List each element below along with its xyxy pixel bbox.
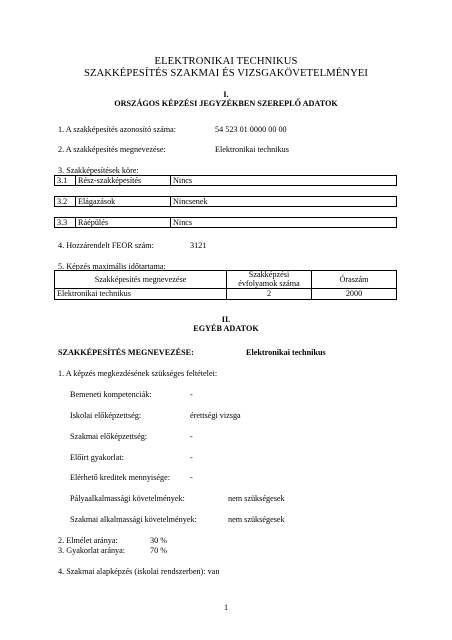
item1-label: 1. A szakképesítés azonosító száma: — [58, 125, 177, 134]
section1-numeral: I. — [223, 90, 229, 99]
item5-label: 5. Képzés maximális időtartama: — [58, 262, 166, 271]
section2-numeral: II. — [221, 315, 231, 324]
scope-label: Ráépülés — [76, 218, 171, 228]
condition-label: Iskolai előképzettség: — [70, 411, 142, 420]
theory-ratio-label: 2. Elmélet aránya: — [58, 536, 118, 545]
condition-value: - — [190, 432, 193, 441]
conditions-heading: 1. A képzés megkezdésének szükséges feltételei: — [58, 369, 218, 378]
item2-label: 2. A szakképesítés megnevezése: — [58, 145, 166, 154]
item4-value: 3121 — [190, 241, 207, 250]
scope-value: Nincsenek — [171, 197, 397, 207]
cell-years: 2 — [227, 289, 312, 299]
col-header-name: Szakképesítés megnevezése — [55, 271, 227, 289]
scope-num: 3.3 — [55, 218, 76, 228]
document-title-line1: ELEKTRONIKAI TECHNIKUS — [154, 56, 298, 67]
section1-heading: ORSZÁGOS KÉPZÉSI JEGYZÉKBEN SZEREPLŐ ADATOK — [114, 99, 338, 108]
col-header-hours: Óraszám — [312, 271, 397, 289]
cell-name: Elektronikai technikus — [55, 289, 227, 299]
scope-value: Nincs — [171, 218, 397, 228]
col-header-years-line1: Szakképzési — [248, 270, 290, 279]
col-header-years — [227, 271, 312, 289]
condition-label: Pályaalkalmassági követelmények: — [70, 494, 185, 503]
item2-value: Elektronikai technikus — [215, 145, 289, 154]
table-row — [55, 218, 397, 228]
item3-label: 3. Szakképesítések köre: — [58, 166, 139, 175]
practice-ratio-label: 3. Gyakorlat aránya: — [58, 546, 126, 555]
condition-label: Szakmai alkalmassági követelmények: — [70, 515, 197, 524]
qualification-name-label: SZAKKÉPESÍTÉS MEGNEVEZÉSE: — [58, 348, 194, 357]
qualification-name-value: Elektronikai technikus — [246, 348, 326, 357]
condition-value: - — [190, 453, 193, 462]
scope-label: Elágazások — [76, 197, 171, 207]
item1-value: 54 523 01 0000 00 00 — [215, 125, 287, 134]
table-header-row — [55, 271, 397, 289]
page-number: 1 — [223, 603, 229, 612]
item4-label: 4. Hozzárendelt FEOR szám: — [58, 241, 154, 250]
basic-training-line: 4. Szakmai alapképzés (iskolai rendszerben): van — [58, 567, 220, 576]
table-row — [55, 176, 397, 186]
duration-table — [54, 270, 397, 300]
cell-hours: 2000 — [312, 289, 397, 299]
condition-label: Előírt gyakorlat: — [70, 453, 124, 462]
condition-value: - — [190, 473, 193, 482]
section2-heading: EGYÉB ADATOK — [193, 324, 259, 333]
condition-value: nem szükségesek — [228, 494, 285, 503]
table-row — [55, 289, 397, 299]
condition-label: Szakmai előképzettség: — [70, 432, 148, 441]
scope-value: Nincs — [171, 176, 397, 186]
col-header-years-line2: évfolyamok száma — [238, 278, 300, 288]
condition-value: nem szükségesek — [228, 515, 285, 524]
scope-table-1 — [54, 175, 397, 186]
theory-ratio-value: 30 % — [150, 536, 168, 545]
condition-value: - — [190, 390, 193, 399]
practice-ratio-value: 70 % — [150, 546, 168, 555]
condition-label: Elérhető kreditek mennyisége: — [70, 473, 171, 482]
table-row — [55, 197, 397, 207]
document-title-line2: SZAKKÉPESÍTÉS SZAKMAI ÉS VIZSGAKÖVETELMÉNYEI — [83, 68, 369, 79]
condition-label: Bemeneti kompetenciák: — [70, 390, 152, 399]
scope-num: 3.2 — [55, 197, 76, 207]
scope-label: Rész-szakképesítés — [76, 176, 171, 186]
condition-value: érettségi vizsga — [190, 411, 241, 420]
scope-num: 3.1 — [55, 176, 76, 186]
scope-table-3 — [54, 217, 397, 228]
scope-table-2 — [54, 196, 397, 207]
